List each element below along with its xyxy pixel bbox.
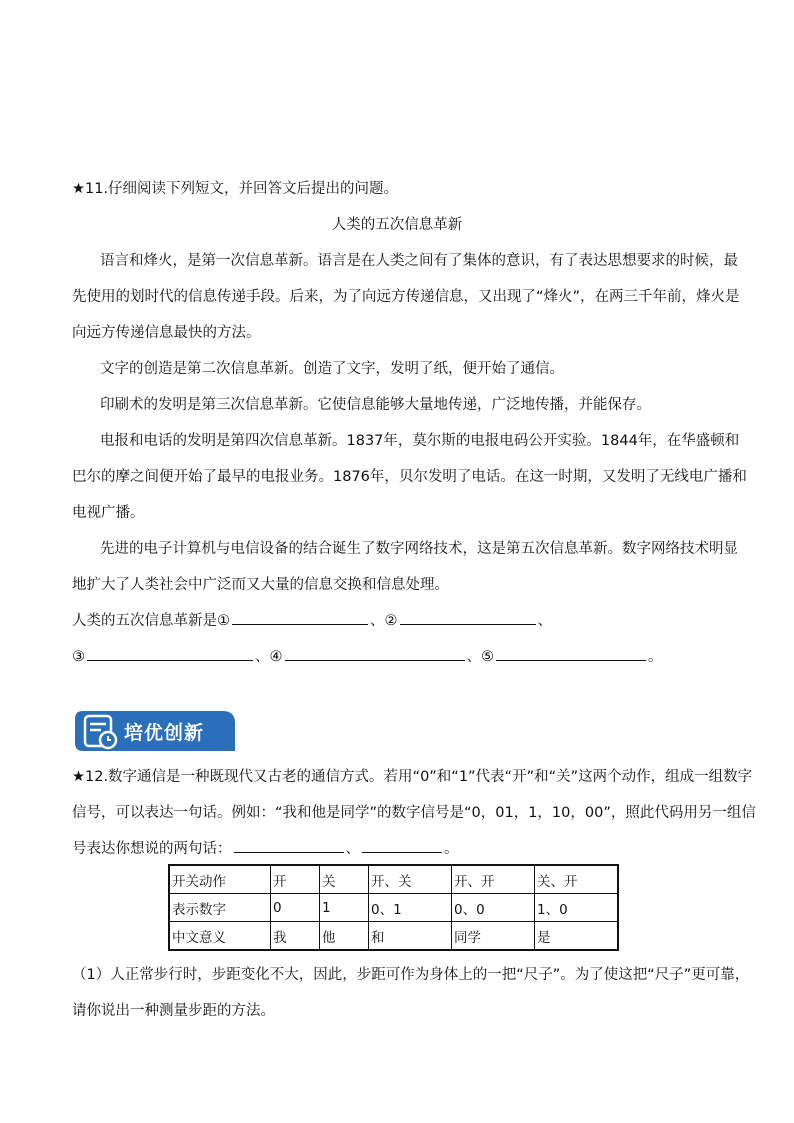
passage-para4-line2: 巴尔的摩之间便开始了最早的电报业务。1876年，贝尔发明了电话。在这一时期，又发明了无线电广播和 [72, 469, 747, 485]
answer-sep: 、 [537, 613, 552, 629]
table-cell: 中文意义 [169, 922, 271, 951]
table-cell: 1 [320, 894, 369, 922]
table-cell: 开、开 [452, 865, 535, 894]
table-cell: 他 [320, 922, 369, 951]
passage-para4-line1: 电报和电话的发明是第四次信息革新。1837年，莫尔斯的电报电码公开实验。1844年，在华盛顿和 [100, 433, 740, 449]
answer-mark-5: 、⑤ [466, 649, 494, 665]
table-cell: 同学 [452, 922, 535, 951]
passage-para5-line1: 先进的电子计算机与电信设备的结合诞生了数字网络技术，这是第五次信息革新。数字网络技术明显 [100, 541, 738, 557]
answer-line-2 [72, 645, 663, 666]
answer-prefix: 人类的五次信息革新是① [72, 613, 230, 629]
answer-mark-2: 、② [370, 613, 398, 629]
table-cell: 开 [271, 865, 320, 894]
table-cell: 开关动作 [169, 865, 271, 894]
table-row [169, 922, 618, 951]
answer-period: 。 [648, 649, 663, 665]
passage-para5-line2: 地扩大了人类社会中广泛而又大量的信息交换和信息处理。 [72, 577, 449, 593]
question-12-line3 [72, 837, 459, 858]
q12-blank-1[interactable] [234, 838, 344, 853]
question-12-line1: ★12.数字通信是一种既现代又古老的通信方式。若用“0”和“1”代表“开”和“关”这两个动作，组成一组数字 [72, 769, 753, 785]
passage-para1-line3: 向远方传递信息最快的方法。 [72, 325, 261, 341]
section-banner-label: 培优创新 [124, 722, 205, 744]
answer-blank-3[interactable] [87, 646, 253, 661]
table-cell: 关 [320, 865, 369, 894]
table-cell: 0、1 [369, 894, 452, 922]
passage-para3: 印刷术的发明是第三次信息革新。它使信息能够大量地传递，广泛地传播，并能保存。 [100, 397, 651, 413]
passage-title: 人类的五次信息革新 [331, 217, 463, 233]
table-cell: 是 [535, 922, 619, 951]
passage-para2: 文字的创造是第二次信息革新。创造了文字，发明了纸，便开始了通信。 [100, 361, 564, 377]
table-row [169, 865, 618, 894]
step-question-line1: （1）人正常步行时，步距变化不大，因此，步距可作为身体上的一把“尺子”。为了使这把“尺子”更可靠， [72, 967, 750, 983]
table-cell: 1、0 [535, 894, 619, 922]
table-cell: 开、关 [369, 865, 452, 894]
table-cell: 和 [369, 922, 452, 951]
answer-blank-5[interactable] [496, 646, 646, 661]
answer-blank-1[interactable] [232, 610, 368, 625]
table-cell: 我 [271, 922, 320, 951]
table-cell: 0 [271, 894, 320, 922]
question-12-line3-prefix: 号表达你想说的两句话： [72, 841, 232, 857]
table-cell: 表示数字 [169, 894, 271, 922]
table-cell: 0、0 [452, 894, 535, 922]
passage-para1-line1: 语言和烽火，是第一次信息革新。语言是在人类之间有了集体的意识，有了表达思想要求的时候，最 [100, 253, 738, 269]
passage-para1-line2: 先使用的划时代的信息传递手段。后来，为了向远方传递信息，又出现了“烽火”，在两三千年前，烽火是 [72, 289, 740, 305]
question-12-line2: 信号，可以表达一句话。例如：“我和他是同学”的数字信号是“0，01，1，10，00”，照此代码用另一组信 [72, 805, 756, 821]
answer-mark-3: ③ [72, 649, 85, 665]
step-question-line2: 请你说出一种测量步距的方法。 [72, 1003, 275, 1019]
q12-sep: 、 [345, 841, 360, 857]
answer-blank-4[interactable] [285, 646, 465, 661]
answer-blank-2[interactable] [400, 610, 536, 625]
q12-end: 。 [444, 841, 459, 857]
passage-para4-line3: 电视广播。 [72, 505, 145, 521]
table-row [169, 894, 618, 922]
table-cell: 关、开 [535, 865, 619, 894]
code-table [168, 864, 619, 951]
answer-mark-4: 、④ [255, 649, 283, 665]
q12-blank-2[interactable] [362, 838, 442, 853]
answer-line-1 [72, 609, 552, 630]
question-11-header: ★11.仔细阅读下列短文，并回答文后提出的问题。 [72, 181, 399, 197]
